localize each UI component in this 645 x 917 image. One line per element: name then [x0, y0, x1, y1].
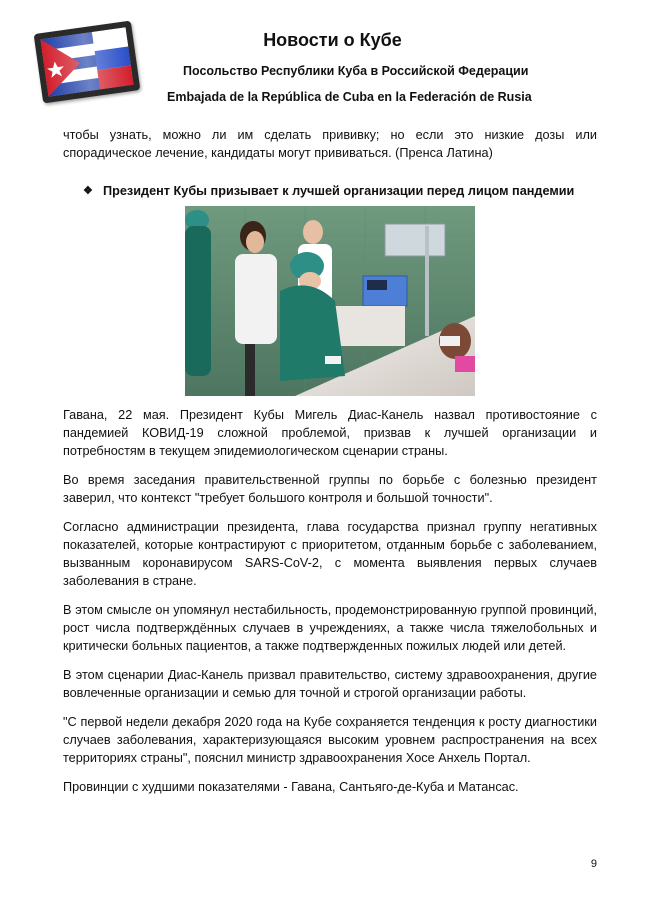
hospital-photo	[185, 206, 475, 396]
paragraph: В этом сценарии Диас-Канель призвал правительство, систему здравоохранения, другие вовлеченные организации и семью для точной и строгой организации работы.	[63, 668, 597, 700]
paragraph: В этом смысле он упомянул нестабильность, продемонстрированную группой провинций, рост числа подтверждённых случаев в учреждениях, а также числа тяжелобольных и критически больных пациентов, а также подтвержденных пожилых людей или детей.	[63, 603, 597, 653]
paragraph: "С первой недели декабря 2020 года на Кубе сохраняется тенденция к росту диагностики случаев заболевания, характеризующаяся высоким уровнем распространения на всех территориях страны", пояснил министр здравоохранения Хосе Анхель Портал.	[63, 715, 597, 765]
article-body	[63, 126, 597, 807]
paragraph: Во время заседания правительственной группы по борьбе с болезнью президент заверил, что контекст "требует большого контроля и большой точности".	[63, 473, 597, 505]
intro-paragraph: чтобы узнать, можно ли им сделать прививку; но если это низкие дозы или спорадическое лечение, кандидаты могут прививаться. (Пренса Латина)	[63, 128, 597, 160]
headline-text: Президент Кубы призывает к лучшей организации перед лицом пандемии	[103, 184, 575, 198]
paragraph: Провинции с худшими показателями - Гавана, Сантьяго-де-Куба и Матансас.	[63, 780, 519, 794]
paragraph: Согласно администрации президента, глава государства признал группу негативных показателей, которые контрастируют с приоритетом, отданным борьбе с заболеванием, вызванным коронавирусом SARS-CoV-2, с момента выявления первых случаев заболевания в стране.	[63, 520, 597, 588]
page-number: 9	[590, 858, 597, 870]
paragraph: Гавана, 22 мая. Президент Кубы Мигель Диас-Канель назвал противостояние с пандемией КОВИД-19 сложной проблемой, призвав к лучшей организации и потребностям в текущем эпидемиологическом сценарии страны.	[63, 408, 597, 458]
page-title: Новости о Кубе	[263, 30, 402, 50]
article-headline	[83, 182, 597, 200]
embassy-name-es: Embajada de la República de Cuba en la Federación de Rusia	[167, 90, 532, 104]
embassy-name-ru: Посольство Республики Куба в Российской Федерации	[183, 64, 529, 78]
diamond-bullet-icon: ❖	[83, 185, 93, 197]
